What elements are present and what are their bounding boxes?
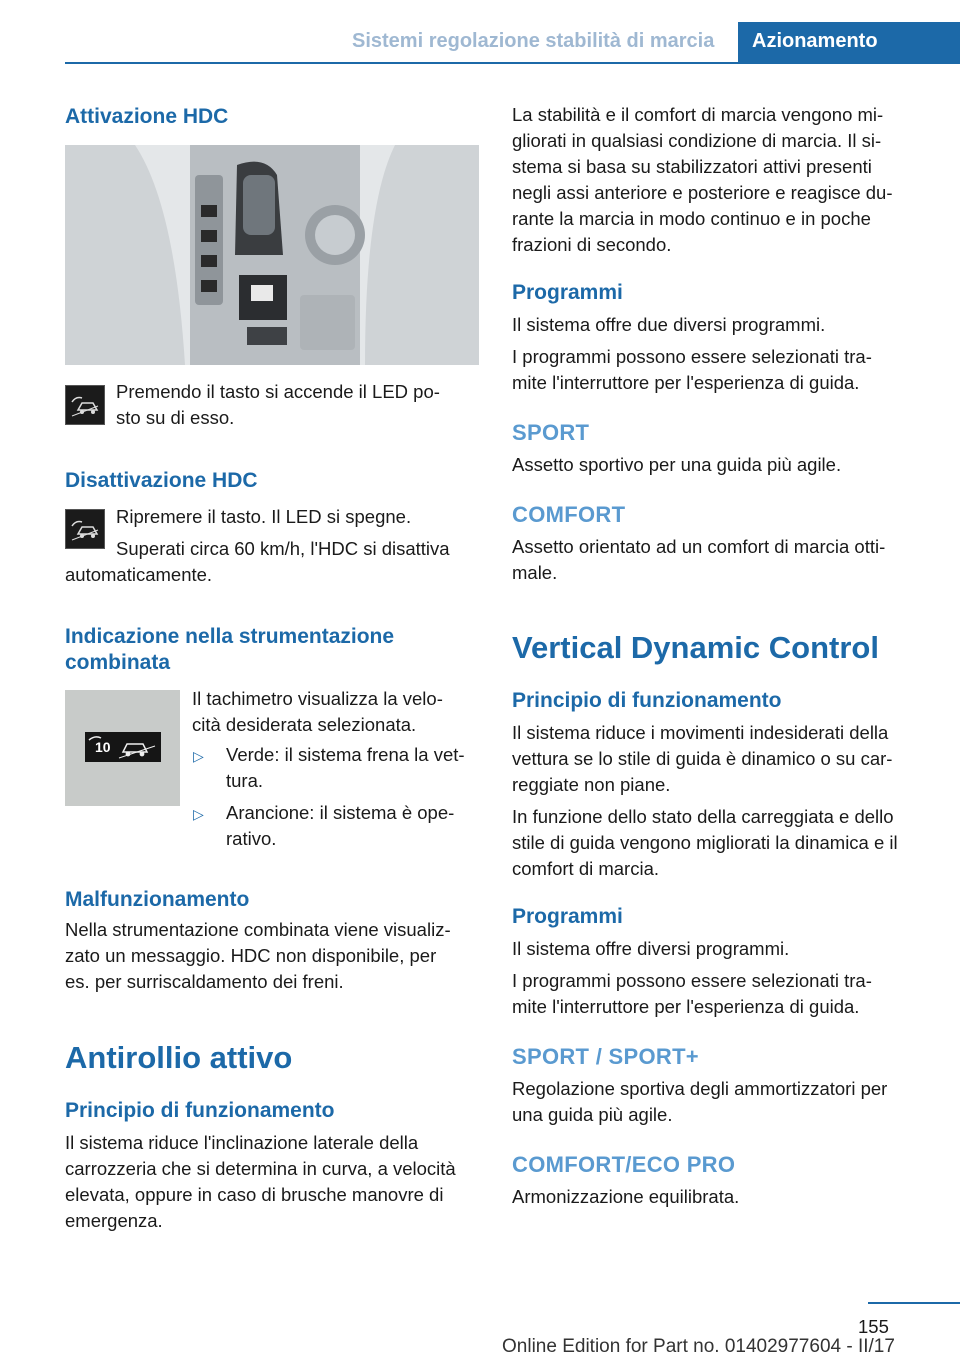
antirollio-heading: Antirollio attivo: [65, 1040, 293, 1075]
indicazione-heading-line2: combinata: [65, 651, 171, 674]
ecopro-text: Armonizzazione equilibrata.: [512, 1186, 740, 1207]
header-rule: [65, 62, 960, 64]
comfort-text-line2: male.: [512, 562, 558, 583]
bullet-verde-line2: tura.: [226, 770, 264, 791]
vdc-programmi-text-line2: I programmi possono essere selezionati tra-: [512, 970, 872, 991]
antirollio-principio-heading: Principio di funzionamento: [65, 1099, 335, 1122]
hdc-indicator-panel: [85, 732, 161, 762]
intro-line1: La stabilità e il comfort di marcia vengono mi-: [512, 104, 884, 125]
vdc-principio-line3: reggiate non piane.: [512, 774, 671, 795]
intro-line4: negli assi anteriore e posteriore e reagisce du-: [512, 182, 893, 203]
comfort-heading: COMFORT: [512, 502, 626, 527]
intro-line6: frazioni di secondo.: [512, 234, 672, 255]
disattivazione-hdc-heading: Disattivazione HDC: [65, 469, 258, 492]
antirollio-principio-line3: elevata, oppure in caso di brusche manovre di: [65, 1184, 444, 1205]
intro-line2: gliorati in qualsiasi condizione di marcia. Il si-: [512, 130, 882, 151]
display-speed-value: 10: [95, 739, 111, 755]
vdc-funzione-line1: In funzione dello stato della carreggiata e dello: [512, 806, 894, 827]
indicazione-text-line2: cità desiderata selezionata.: [192, 714, 417, 735]
indicazione-text-line1: Il tachimetro visualizza la velo-: [192, 688, 443, 709]
hdc-button-icon: [65, 385, 105, 425]
vdc-funzione-line3: comfort di marcia.: [512, 858, 660, 879]
center-console-photo: [65, 145, 479, 365]
comfort-text-line1: Assetto orientato ad un comfort di marcia otti-: [512, 536, 886, 557]
bullet-verde-line1: Verde: il sistema frena la vet-: [226, 744, 465, 765]
programmi-text-line2: I programmi possono essere selezionati tra-: [512, 346, 872, 367]
programmi-heading: Programmi: [512, 281, 623, 304]
vdc-programmi-text-line3: mite l'interruttore per l'esperienza di guida.: [512, 996, 860, 1017]
malfunzionamento-line2: zato un messaggio. HDC non disponibile, per: [65, 945, 437, 966]
instrument-cluster-display: [65, 690, 180, 806]
antirollio-principio-line4: emergenza.: [65, 1210, 163, 1231]
header-chapter-tab: Azionamento: [738, 22, 960, 64]
bullet-arancione-line2: rativo.: [226, 828, 277, 849]
vdc-heading: Vertical Dynamic Control: [512, 630, 879, 665]
intro-line5: rante la marcia in modo continuo e in poche: [512, 208, 871, 229]
vdc-principio-line2: vettura se lo stile di guida è dinamico o su car-: [512, 748, 893, 769]
sport-text: Assetto sportivo per una guida più agile.: [512, 454, 842, 475]
attivazione-text-line1: Premendo il tasto si accende il LED po-: [116, 381, 440, 402]
attivazione-text-line2: sto su di esso.: [116, 407, 235, 428]
bullet-arancione-line1: Arancione: il sistema è ope-: [226, 802, 455, 823]
disattivazione-text-line1: Ripremere il tasto. Il LED si spegne.: [116, 506, 412, 527]
vdc-funzione-line2: stile di guida vengono migliorati la dinamica e il: [512, 832, 898, 853]
bullet-arrow-icon: ▷: [193, 748, 204, 764]
sportplus-text-line2: una guida più agile.: [512, 1104, 673, 1125]
sportplus-heading: SPORT / SPORT+: [512, 1044, 699, 1069]
intro-line3: stema si basa su stabilizzatori attivi presenti: [512, 156, 872, 177]
center-console-illustration: [65, 145, 479, 365]
attivazione-hdc-heading: Attivazione HDC: [65, 105, 229, 128]
vdc-programmi-text-line1: Il sistema offre diversi programmi.: [512, 938, 790, 959]
antirollio-principio-line2: carrozzeria che si determina in curva, a velocità: [65, 1158, 456, 1179]
ecopro-heading: COMFORT/ECO PRO: [512, 1152, 736, 1177]
malfunzionamento-line3: es. per surriscaldamento dei freni.: [65, 971, 344, 992]
hdc-button-icon: [65, 509, 105, 549]
vdc-programmi-heading: Programmi: [512, 905, 623, 928]
antirollio-principio-line1: Il sistema riduce l'inclinazione laterale della: [65, 1132, 419, 1153]
sport-heading: SPORT: [512, 420, 590, 445]
header-section-title: Sistemi regolazione stabilità di marcia: [352, 30, 715, 52]
footer-edition-text: Online Edition for Part no. 01402977604 - II/17: [502, 1336, 895, 1357]
disattivazione-text-line2: Superati circa 60 km/h, l'HDC si disattiva: [116, 538, 450, 559]
disattivazione-text-line3: automaticamente.: [65, 564, 213, 585]
indicazione-heading-line1: Indicazione nella strumentazione: [65, 625, 395, 648]
vdc-principio-heading: Principio di funzionamento: [512, 689, 782, 712]
malfunzionamento-line1: Nella strumentazione combinata viene visualiz-: [65, 919, 451, 940]
programmi-text-line3: mite l'interruttore per l'esperienza di guida.: [512, 372, 860, 393]
bullet-arrow-icon: ▷: [193, 806, 204, 822]
footer-rule: [868, 1302, 960, 1304]
vdc-principio-line1: Il sistema riduce i movimenti indesiderati della: [512, 722, 889, 743]
page-number: 155: [858, 1316, 889, 1337]
programmi-text-line1: Il sistema offre due diversi programmi.: [512, 314, 826, 335]
sportplus-text-line1: Regolazione sportiva degli ammortizzatori per: [512, 1078, 888, 1099]
malfunzionamento-heading: Malfunzionamento: [65, 888, 250, 911]
